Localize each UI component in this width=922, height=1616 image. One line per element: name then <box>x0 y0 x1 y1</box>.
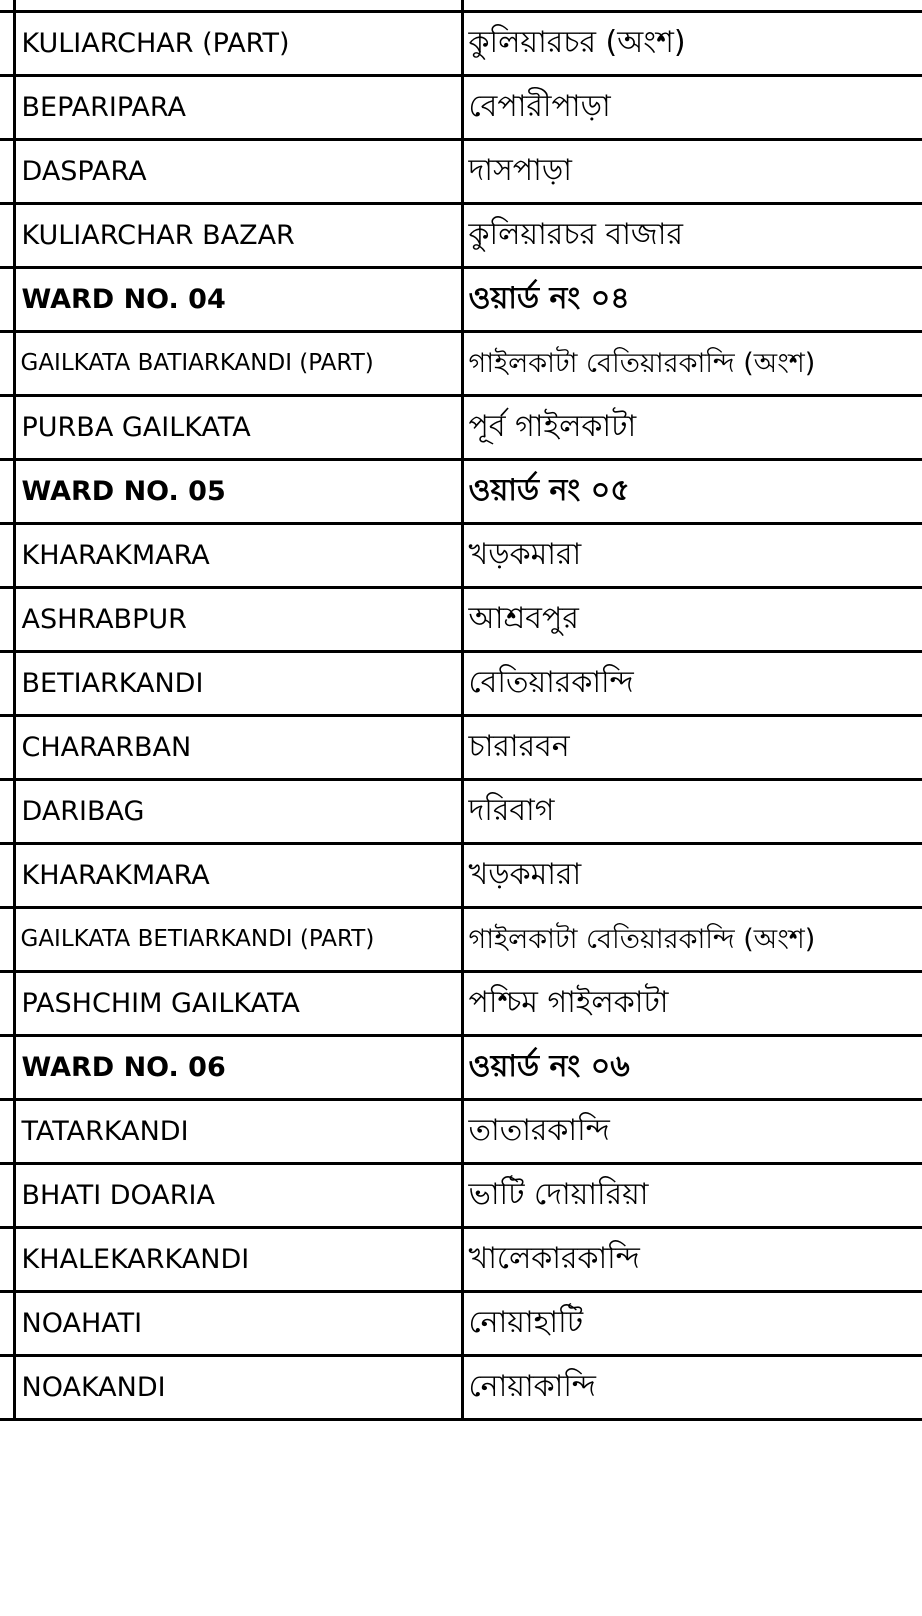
village-name-english: DARIBAG <box>14 780 462 844</box>
village-name-english: ASHRABPUR <box>14 588 462 652</box>
village-name-bangla: নোয়াহাটি <box>462 1292 922 1356</box>
village-name-english: CHARARBAN <box>14 716 462 780</box>
village-name-bangla: চারারবন <box>462 716 922 780</box>
village-name-bangla <box>462 0 922 12</box>
ward-name-bangla: ওয়ার্ড নং ০৪ <box>462 268 922 332</box>
row-margin-cell <box>0 1100 14 1164</box>
village-row <box>0 332 922 396</box>
village-row <box>0 1292 922 1356</box>
ward-heading-row <box>0 460 922 524</box>
village-row <box>0 1228 922 1292</box>
row-margin-cell <box>0 716 14 780</box>
village-name-bangla: দরিবাগ <box>462 780 922 844</box>
village-name-english: PASHCHIM GAILKATA <box>14 972 462 1036</box>
village-row <box>0 908 922 972</box>
ward-heading-row <box>0 1036 922 1100</box>
village-name-bangla: বেপারীপাড়া <box>462 76 922 140</box>
row-margin-cell <box>0 1036 14 1100</box>
village-name-bangla: আশ্রবপুর <box>462 588 922 652</box>
row-margin-cell <box>0 396 14 460</box>
row-margin-cell <box>0 1228 14 1292</box>
village-name-bangla: খালেকারকান্দি <box>462 1228 922 1292</box>
village-name-english: DASPARA <box>14 140 462 204</box>
row-margin-cell <box>0 588 14 652</box>
village-name-english: KHARAKMARA <box>14 524 462 588</box>
village-name-bangla: কুলিয়ারচর (অংশ) <box>462 12 922 76</box>
village-name-english: GAILKATA BATIARKANDI (PART) <box>14 332 462 396</box>
ward-heading-row <box>0 268 922 332</box>
village-row <box>0 524 922 588</box>
village-row <box>0 76 922 140</box>
village-name-bangla: কুলিয়ারচর বাজার <box>462 204 922 268</box>
village-row <box>0 588 922 652</box>
village-name-english: GAILKATA BETIARKANDI (PART) <box>14 908 462 972</box>
ward-name-english: WARD NO. 05 <box>14 460 462 524</box>
village-row <box>0 652 922 716</box>
row-margin-cell <box>0 652 14 716</box>
row-margin-cell <box>0 76 14 140</box>
village-row <box>0 12 922 76</box>
row-margin-cell <box>0 1164 14 1228</box>
row-margin-cell <box>0 0 14 12</box>
row-margin-cell <box>0 780 14 844</box>
village-name-bangla: খড়কমারা <box>462 844 922 908</box>
village-name-english: BHATI DOARIA <box>14 1164 462 1228</box>
row-margin-cell <box>0 204 14 268</box>
ward-name-english: WARD NO. 04 <box>14 268 462 332</box>
row-margin-cell <box>0 908 14 972</box>
village-name-bangla: বেতিয়ারকান্দি <box>462 652 922 716</box>
village-name-bangla: পূর্ব গাইলকাটা <box>462 396 922 460</box>
village-name-english: BETIARKANDI <box>14 652 462 716</box>
row-margin-cell <box>0 844 14 908</box>
row-margin-cell <box>0 972 14 1036</box>
village-name-english: KHALEKARKANDI <box>14 1228 462 1292</box>
village-name-english: TATARKANDI <box>14 1100 462 1164</box>
village-name-bangla: দাসপাড়া <box>462 140 922 204</box>
village-name-bangla: গাইলকাটা বেতিয়ারকান্দি (অংশ) <box>462 908 922 972</box>
village-row <box>0 1356 922 1420</box>
village-row <box>0 204 922 268</box>
village-name-bangla: গাইলকাটা বেতিয়ারকান্দি (অংশ) <box>462 332 922 396</box>
village-name-bangla: নোয়াকান্দি <box>462 1356 922 1420</box>
village-name-bangla: পশ্চিম গাইলকাটা <box>462 972 922 1036</box>
village-name-bangla: খড়কমারা <box>462 524 922 588</box>
ward-name-bangla: ওয়ার্ড নং ০৫ <box>462 460 922 524</box>
village-row <box>0 1100 922 1164</box>
village-row <box>0 716 922 780</box>
row-margin-cell <box>0 140 14 204</box>
village-row <box>0 0 922 12</box>
row-margin-cell <box>0 1356 14 1420</box>
village-name-english: NOAHATI <box>14 1292 462 1356</box>
village-name-bangla: ভাটি দোয়ারিয়া <box>462 1164 922 1228</box>
village-name-bangla: তাতারকান্দি <box>462 1100 922 1164</box>
row-margin-cell <box>0 12 14 76</box>
row-margin-cell <box>0 524 14 588</box>
ward-name-bangla: ওয়ার্ড নং ০৬ <box>462 1036 922 1100</box>
village-name-english: BEPARIPARA <box>14 76 462 140</box>
village-name-english: KULIARCHAR BAZAR <box>14 204 462 268</box>
village-row <box>0 140 922 204</box>
row-margin-cell <box>0 332 14 396</box>
village-name-english: KULIARCHAR (PART) <box>14 12 462 76</box>
village-row <box>0 844 922 908</box>
village-name-english: NOAKANDI <box>14 1356 462 1420</box>
ward-name-english: WARD NO. 06 <box>14 1036 462 1100</box>
village-name-english: PURBA GAILKATA <box>14 396 462 460</box>
village-row <box>0 396 922 460</box>
village-row <box>0 780 922 844</box>
village-name-english: KHARAKMARA <box>14 844 462 908</box>
row-margin-cell <box>0 460 14 524</box>
village-row <box>0 1164 922 1228</box>
village-name-english <box>14 0 462 12</box>
row-margin-cell <box>0 268 14 332</box>
village-row <box>0 972 922 1036</box>
row-margin-cell <box>0 1292 14 1356</box>
